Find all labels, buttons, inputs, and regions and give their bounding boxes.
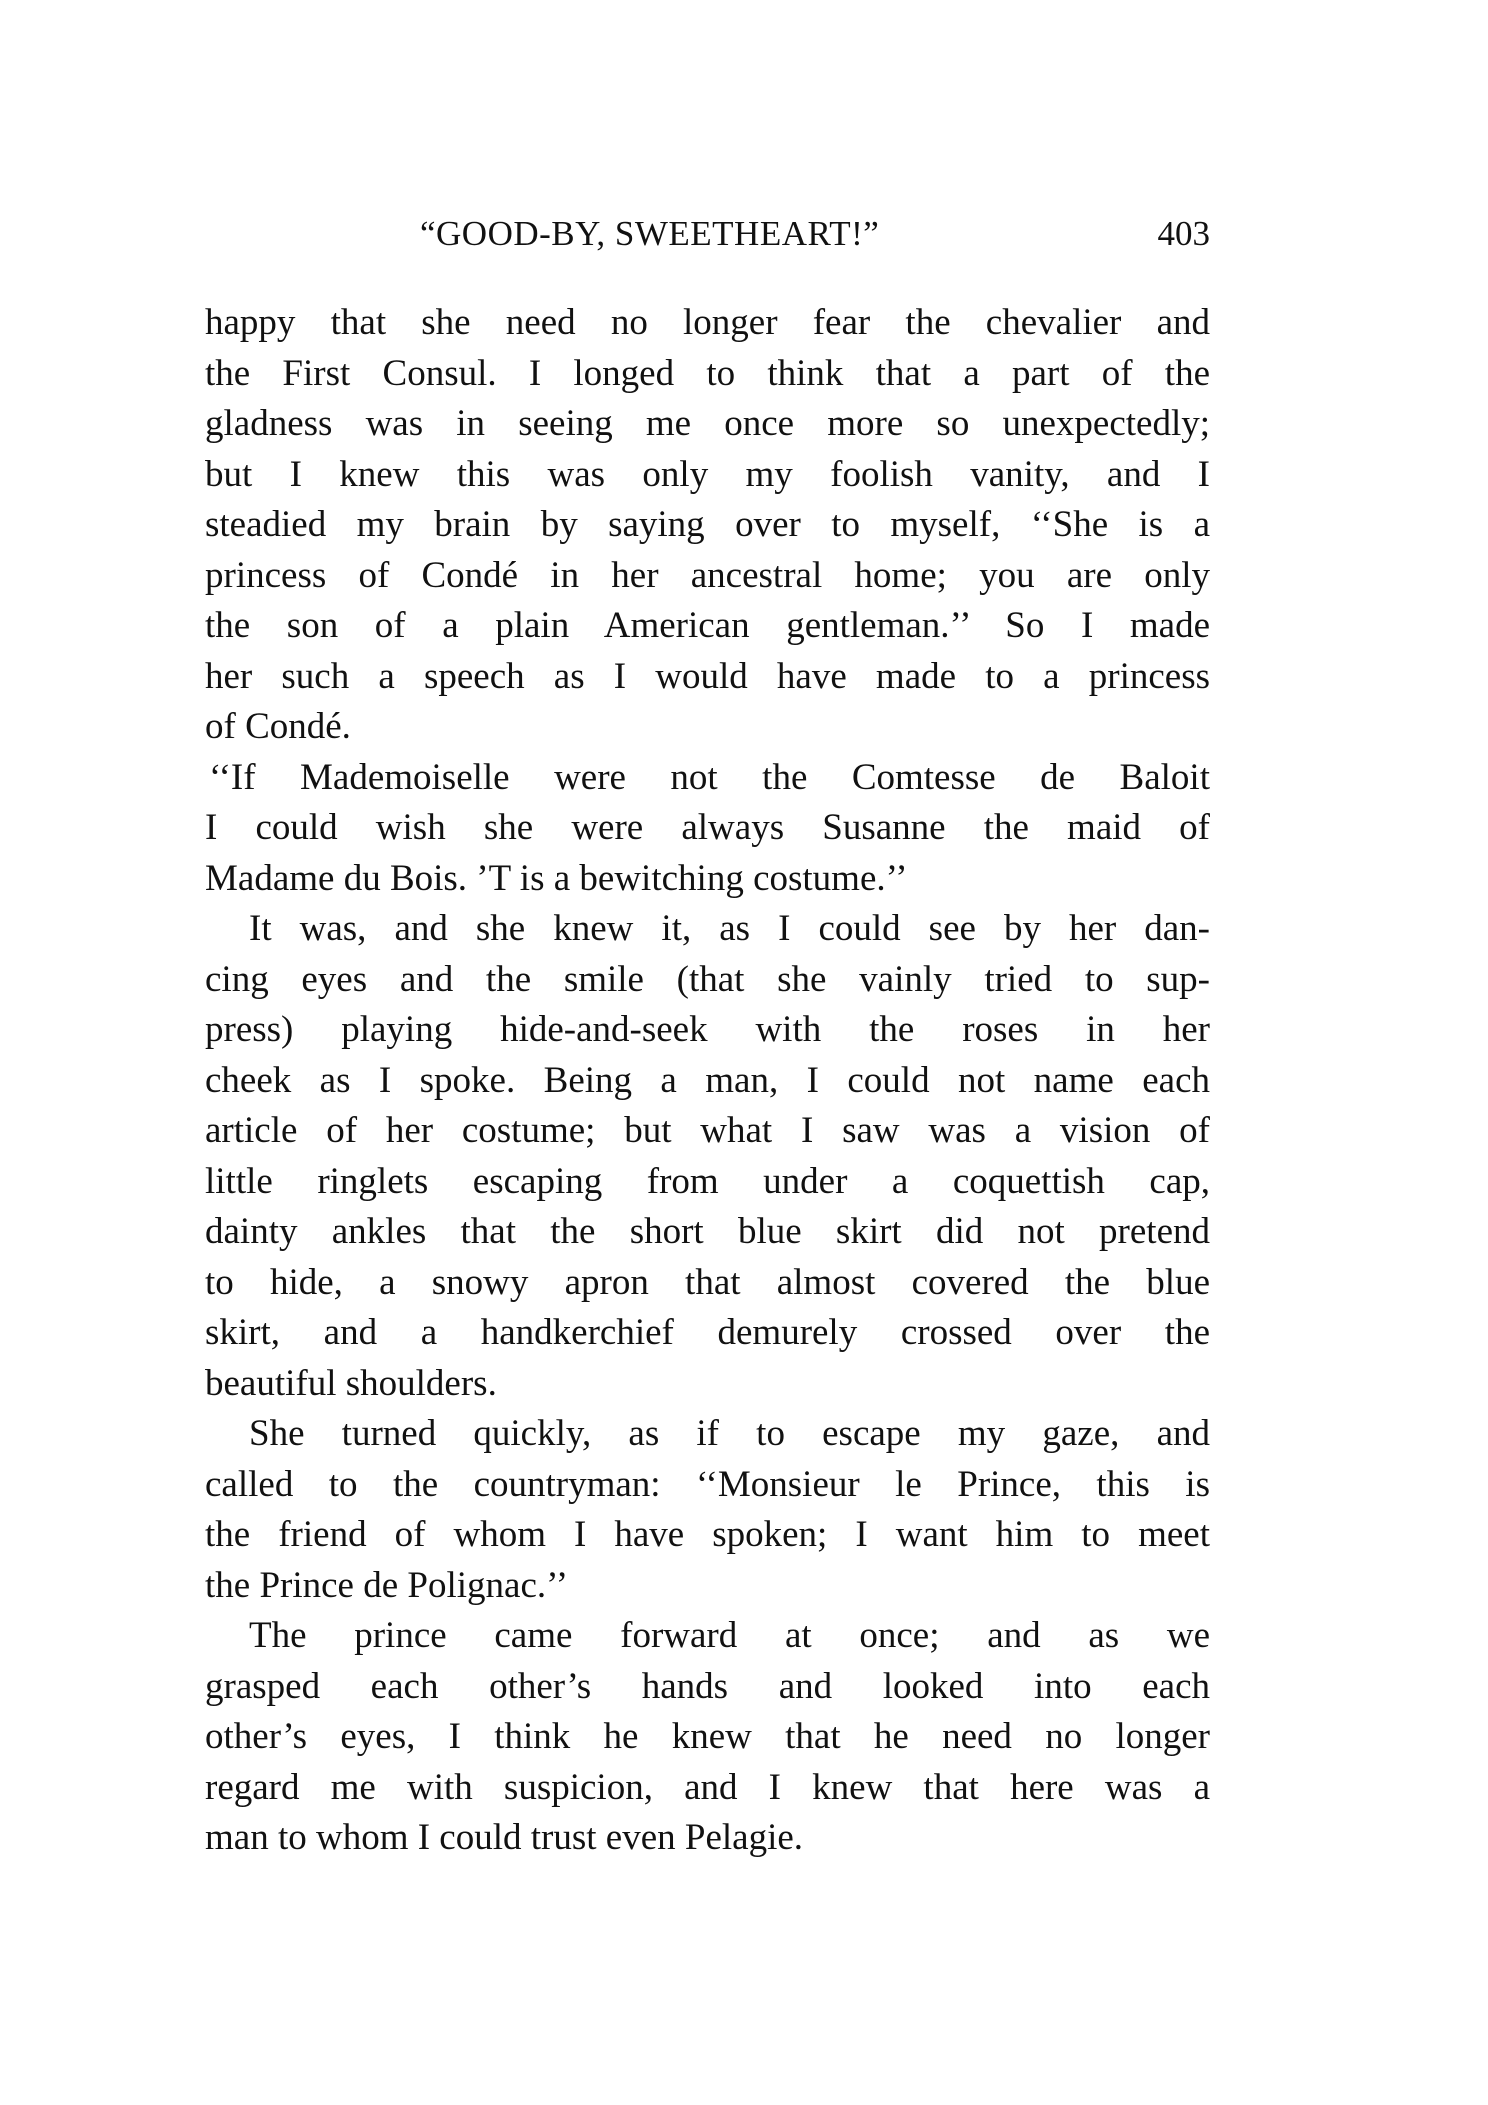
text-line: other’s eyes, I think he knew that he need no longer [205,1716,1210,1757]
text-line: cing eyes and the smile (that she vainly tried to sup- [205,958,1210,1000]
text-line: I could wish she were always Susanne the maid of [205,807,1210,848]
text-line: the Prince de Polignac.’’ [205,1564,569,1606]
text-line: press) playing hide-and-seek with the roses in her [205,1009,1210,1050]
text-line: but I knew this was only my foolish vanity, and I [205,453,1210,495]
text-line: man to whom I could trust even Pelagie. [205,1817,804,1858]
text-line: She turned quickly, as if to escape my gaze, and [249,1413,1210,1454]
text-line: ‘‘If Mademoiselle were not the Comtesse de Baloit [209,756,1210,798]
text-line: beautiful shoulders. [205,1362,497,1404]
text-line: the son of a plain American gentleman.’’ So I made [205,605,1210,646]
text-line: of Condé. [205,706,351,747]
paragraph [205,753,1210,905]
text-line: The prince came forward at once; and as we [249,1615,1210,1656]
text-line: It was, and she knew it, as I could see by her dan- [249,908,1210,949]
text-line: to hide, a snowy apron that almost covered the blue [205,1261,1210,1303]
text-line: skirt, and a handkerchief demurely crossed over the [205,1312,1210,1353]
text-line: steadied my brain by saying over to myself, ‘‘She is a [205,504,1210,545]
page-number: 403 [1157,214,1210,253]
text-line: happy that she need no longer fear the chevalier and [205,302,1210,343]
paragraph [205,1611,1210,1864]
page-body [205,298,1210,1864]
text-line: called to the countryman: ‘‘Monsieur le Prince, this is [205,1463,1210,1505]
text-line: Madame du Bois. ’T is a bewitching costume.’’ [205,857,908,899]
text-line: regard me with suspicion, and I knew that here was a [205,1766,1210,1808]
text-line: princess of Condé in her ancestral home; you are only [205,554,1210,596]
page-header [205,214,1210,264]
text-line: dainty ankles that the short blue skirt did not pretend [205,1211,1210,1252]
text-line: the friend of whom I have spoken; I want him to meet [205,1514,1210,1555]
text-line: gladness was in seeing me once more so unexpectedly; [205,403,1210,444]
text-line: her such a speech as I would have made to a princess [205,655,1210,697]
text-line: article of her costume; but what I saw was a vision of [205,1110,1210,1151]
text-line: the First Consul. I longed to think that a part of the [205,352,1210,394]
text-line: little ringlets escaping from under a coquettish cap, [205,1160,1210,1202]
paragraph [205,1409,1210,1611]
text-line: grasped each other’s hands and looked into each [205,1665,1210,1707]
running-title: “GOOD-BY, SWEETHEART!” [420,214,880,253]
text-line: cheek as I spoke. Being a man, I could not name each [205,1059,1210,1101]
paragraph [205,904,1210,1409]
paragraph [205,298,1210,753]
